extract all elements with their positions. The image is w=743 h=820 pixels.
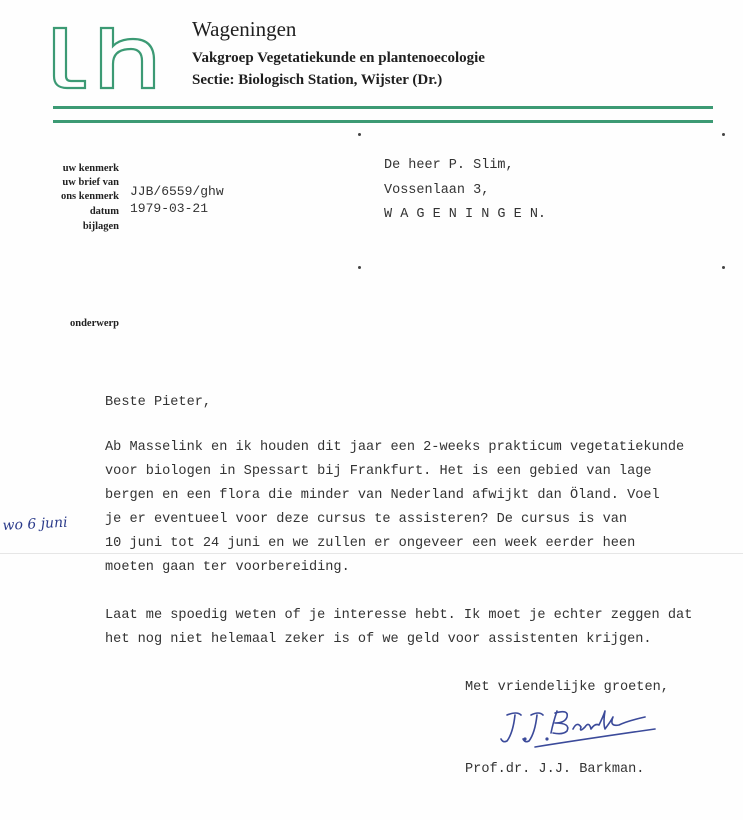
recipient-street: Vossenlaan 3, [384, 183, 490, 198]
paper-fold [0, 553, 743, 554]
closing: Met vriendelijke groeten, [465, 680, 669, 695]
window-mark [722, 266, 725, 269]
section-name: Sectie: Biologisch Station, Wijster (Dr.) [192, 72, 443, 88]
lh-logo [51, 26, 157, 90]
letterhead-rule-top [53, 106, 713, 109]
label-uw-brief-van: uw brief van [62, 177, 119, 188]
label-bijlagen: bijlagen [82, 221, 119, 232]
salutation: Beste Pieter, [105, 395, 212, 410]
signatory-name: Prof.dr. J.J. Barkman. [465, 762, 645, 777]
window-mark [722, 133, 725, 136]
paragraph-line: Ab Masselink en ik houden dit jaar een 2-weeks prakticum vegetatiekunde [105, 440, 685, 455]
paragraph-line: je er eventueel voor deze cursus te assisteren? De cursus is van [105, 512, 628, 527]
letterhead-rule-bottom [53, 120, 713, 123]
paragraph-line: het nog niet helemaal zeker is of we geld voor assistenten krijgen. [105, 632, 652, 647]
handwritten-note: wo 6 juni [2, 514, 68, 534]
department-name: Vakgroep Vegetatiekunde en plantenoecologie [192, 50, 485, 66]
ons-kenmerk-value: JJB/6559/ghw [130, 184, 224, 199]
org-name: Wageningen [192, 17, 297, 41]
paragraph-line: moeten gaan ter voorbereiding. [105, 560, 350, 575]
paragraph-line: bergen en een flora die minder van Nederland afwijkt dan Öland. Voel [105, 488, 660, 503]
paragraph-line: 10 juni tot 24 juni en we zullen er ongeveer een week eerder heen [105, 536, 636, 551]
paragraph-line: Laat me spoedig weten of je interesse hebt. Ik moet je echter zeggen dat [105, 608, 693, 623]
paragraph-line: voor biologen in Spessart bij Frankfurt. Het is een gebied van lage [105, 464, 652, 479]
recipient-city: W A G E N I N G E N. [384, 207, 547, 222]
label-onderwerp: onderwerp [70, 318, 119, 329]
label-datum: datum [89, 206, 119, 217]
label-ons-kenmerk: ons kenmerk [60, 191, 119, 202]
window-mark [358, 266, 361, 269]
signature-image [495, 703, 665, 753]
datum-value: 1979-03-21 [130, 201, 209, 216]
recipient-name: De heer P. Slim, [384, 158, 514, 173]
label-uw-kenmerk: uw kenmerk [62, 163, 119, 174]
window-mark [358, 133, 361, 136]
